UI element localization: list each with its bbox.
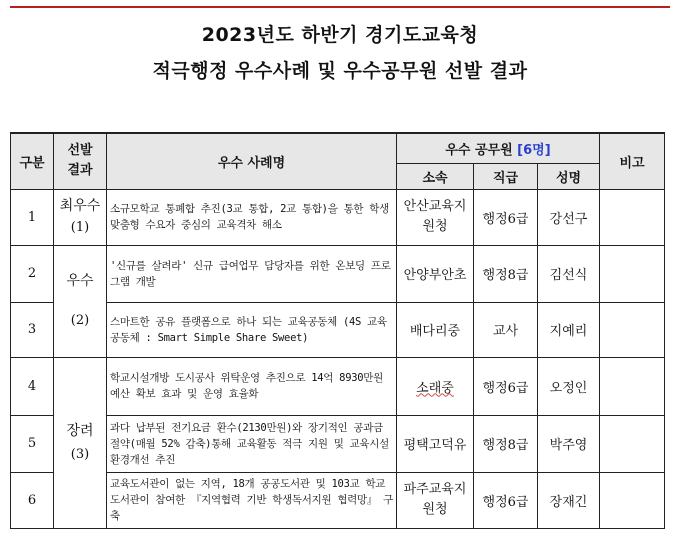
category-label: 장려 — [66, 422, 94, 439]
remarks-cell — [600, 415, 665, 472]
name-cell: 박주영 — [538, 415, 600, 472]
result-excellent — [54, 245, 107, 357]
case-description: '신규를 살려라' 신규 급여업무 담당자를 위한 온보딩 프로그램 개발 — [107, 245, 397, 302]
affiliation-cell: 안양부안초 — [397, 245, 474, 302]
remarks-cell — [600, 189, 665, 245]
title-line-1: 2023년도 하반기 경기도교육청 — [201, 24, 479, 46]
name-cell: 지예리 — [538, 302, 600, 357]
grade-cell: 행정8급 — [474, 245, 538, 302]
header-case-name: 우수 사례명 — [107, 133, 397, 189]
top-rule — [10, 6, 670, 8]
row-number: 2 — [11, 245, 54, 302]
table-row — [11, 472, 665, 528]
officials-count: [6명] — [517, 142, 551, 158]
table-row — [11, 415, 665, 472]
table-row — [11, 357, 665, 415]
affiliation-cell — [397, 357, 474, 415]
grade-cell: 행정6급 — [474, 189, 538, 245]
case-description: 교육도서관이 없는 지역, 18개 공공도서관 및 103교 학교도서관이 참여한 『지역협력 기반 학생독서지원 협력망』 구축 — [107, 472, 397, 528]
case-description: 스마트한 공유 플랫폼으로 하나 되는 교육공동체 (4S 교육공동체 : Smart Simple Share Sweet) — [107, 302, 397, 357]
affiliation-text: 소래중 — [416, 380, 454, 396]
affiliation-cell: 평택고덕유 — [397, 415, 474, 472]
grade-cell: 행정6급 — [474, 472, 538, 528]
header-gubun: 구분 — [11, 133, 54, 189]
result-encourage — [54, 357, 107, 528]
case-description: 소규모학교 통폐합 추진(3교 통합, 2교 통합)을 통한 학생 맞춤형 수요자 중심의 교육격차 해소 — [107, 189, 397, 245]
results-table — [10, 132, 665, 529]
result-top — [54, 189, 107, 245]
name-cell: 장재긴 — [538, 472, 600, 528]
case-description: 과다 납부된 전기요금 환수(2130만원)와 장기적인 공과금 절약(매월 52% 감축)통해 교육활동 적극 지원 및 교육시설 환경개선 추진 — [107, 415, 397, 472]
affiliation-cell: 배다리중 — [397, 302, 474, 357]
header-officials: 우수 공무원 [6명] — [397, 133, 600, 163]
title-line-2: 적극행정 우수사례 및 우수공무원 선발 결과 — [152, 60, 528, 82]
header-affiliation: 소속 — [397, 163, 474, 189]
category-label: 우수 — [66, 273, 94, 289]
row-number: 3 — [11, 302, 54, 357]
row-number: 6 — [11, 472, 54, 528]
category-count: (1) — [70, 220, 90, 235]
name-cell: 오정인 — [538, 357, 600, 415]
affiliation-cell: 파주교육지원청 — [397, 472, 474, 528]
remarks-cell — [600, 245, 665, 302]
table-row — [11, 302, 665, 357]
name-cell: 김선식 — [538, 245, 600, 302]
header-grade: 직급 — [474, 163, 538, 189]
remarks-cell — [600, 472, 665, 528]
header-name: 성명 — [538, 163, 600, 189]
case-description: 학교시설개방 도시공사 위탁운영 추진으로 14억 8930만원 예산 확보 효과 및 운영 효율화 — [107, 357, 397, 415]
remarks-cell — [600, 357, 665, 415]
row-number: 5 — [11, 415, 54, 472]
table-row — [11, 189, 665, 245]
category-count: (2) — [70, 313, 90, 328]
row-number: 1 — [11, 189, 54, 245]
affiliation-cell: 안산교육지원청 — [397, 189, 474, 245]
header-result: 선발 결과 — [54, 133, 107, 189]
grade-cell: 교사 — [474, 302, 538, 357]
category-count: (3) — [70, 446, 90, 462]
header-remarks: 비고 — [600, 133, 665, 189]
row-number: 4 — [11, 357, 54, 415]
category-label: 최우수 — [59, 198, 101, 214]
grade-cell: 행정6급 — [474, 357, 538, 415]
table-row — [11, 245, 665, 302]
grade-cell: 행정8급 — [474, 415, 538, 472]
name-cell: 강선구 — [538, 189, 600, 245]
remarks-cell — [600, 302, 665, 357]
